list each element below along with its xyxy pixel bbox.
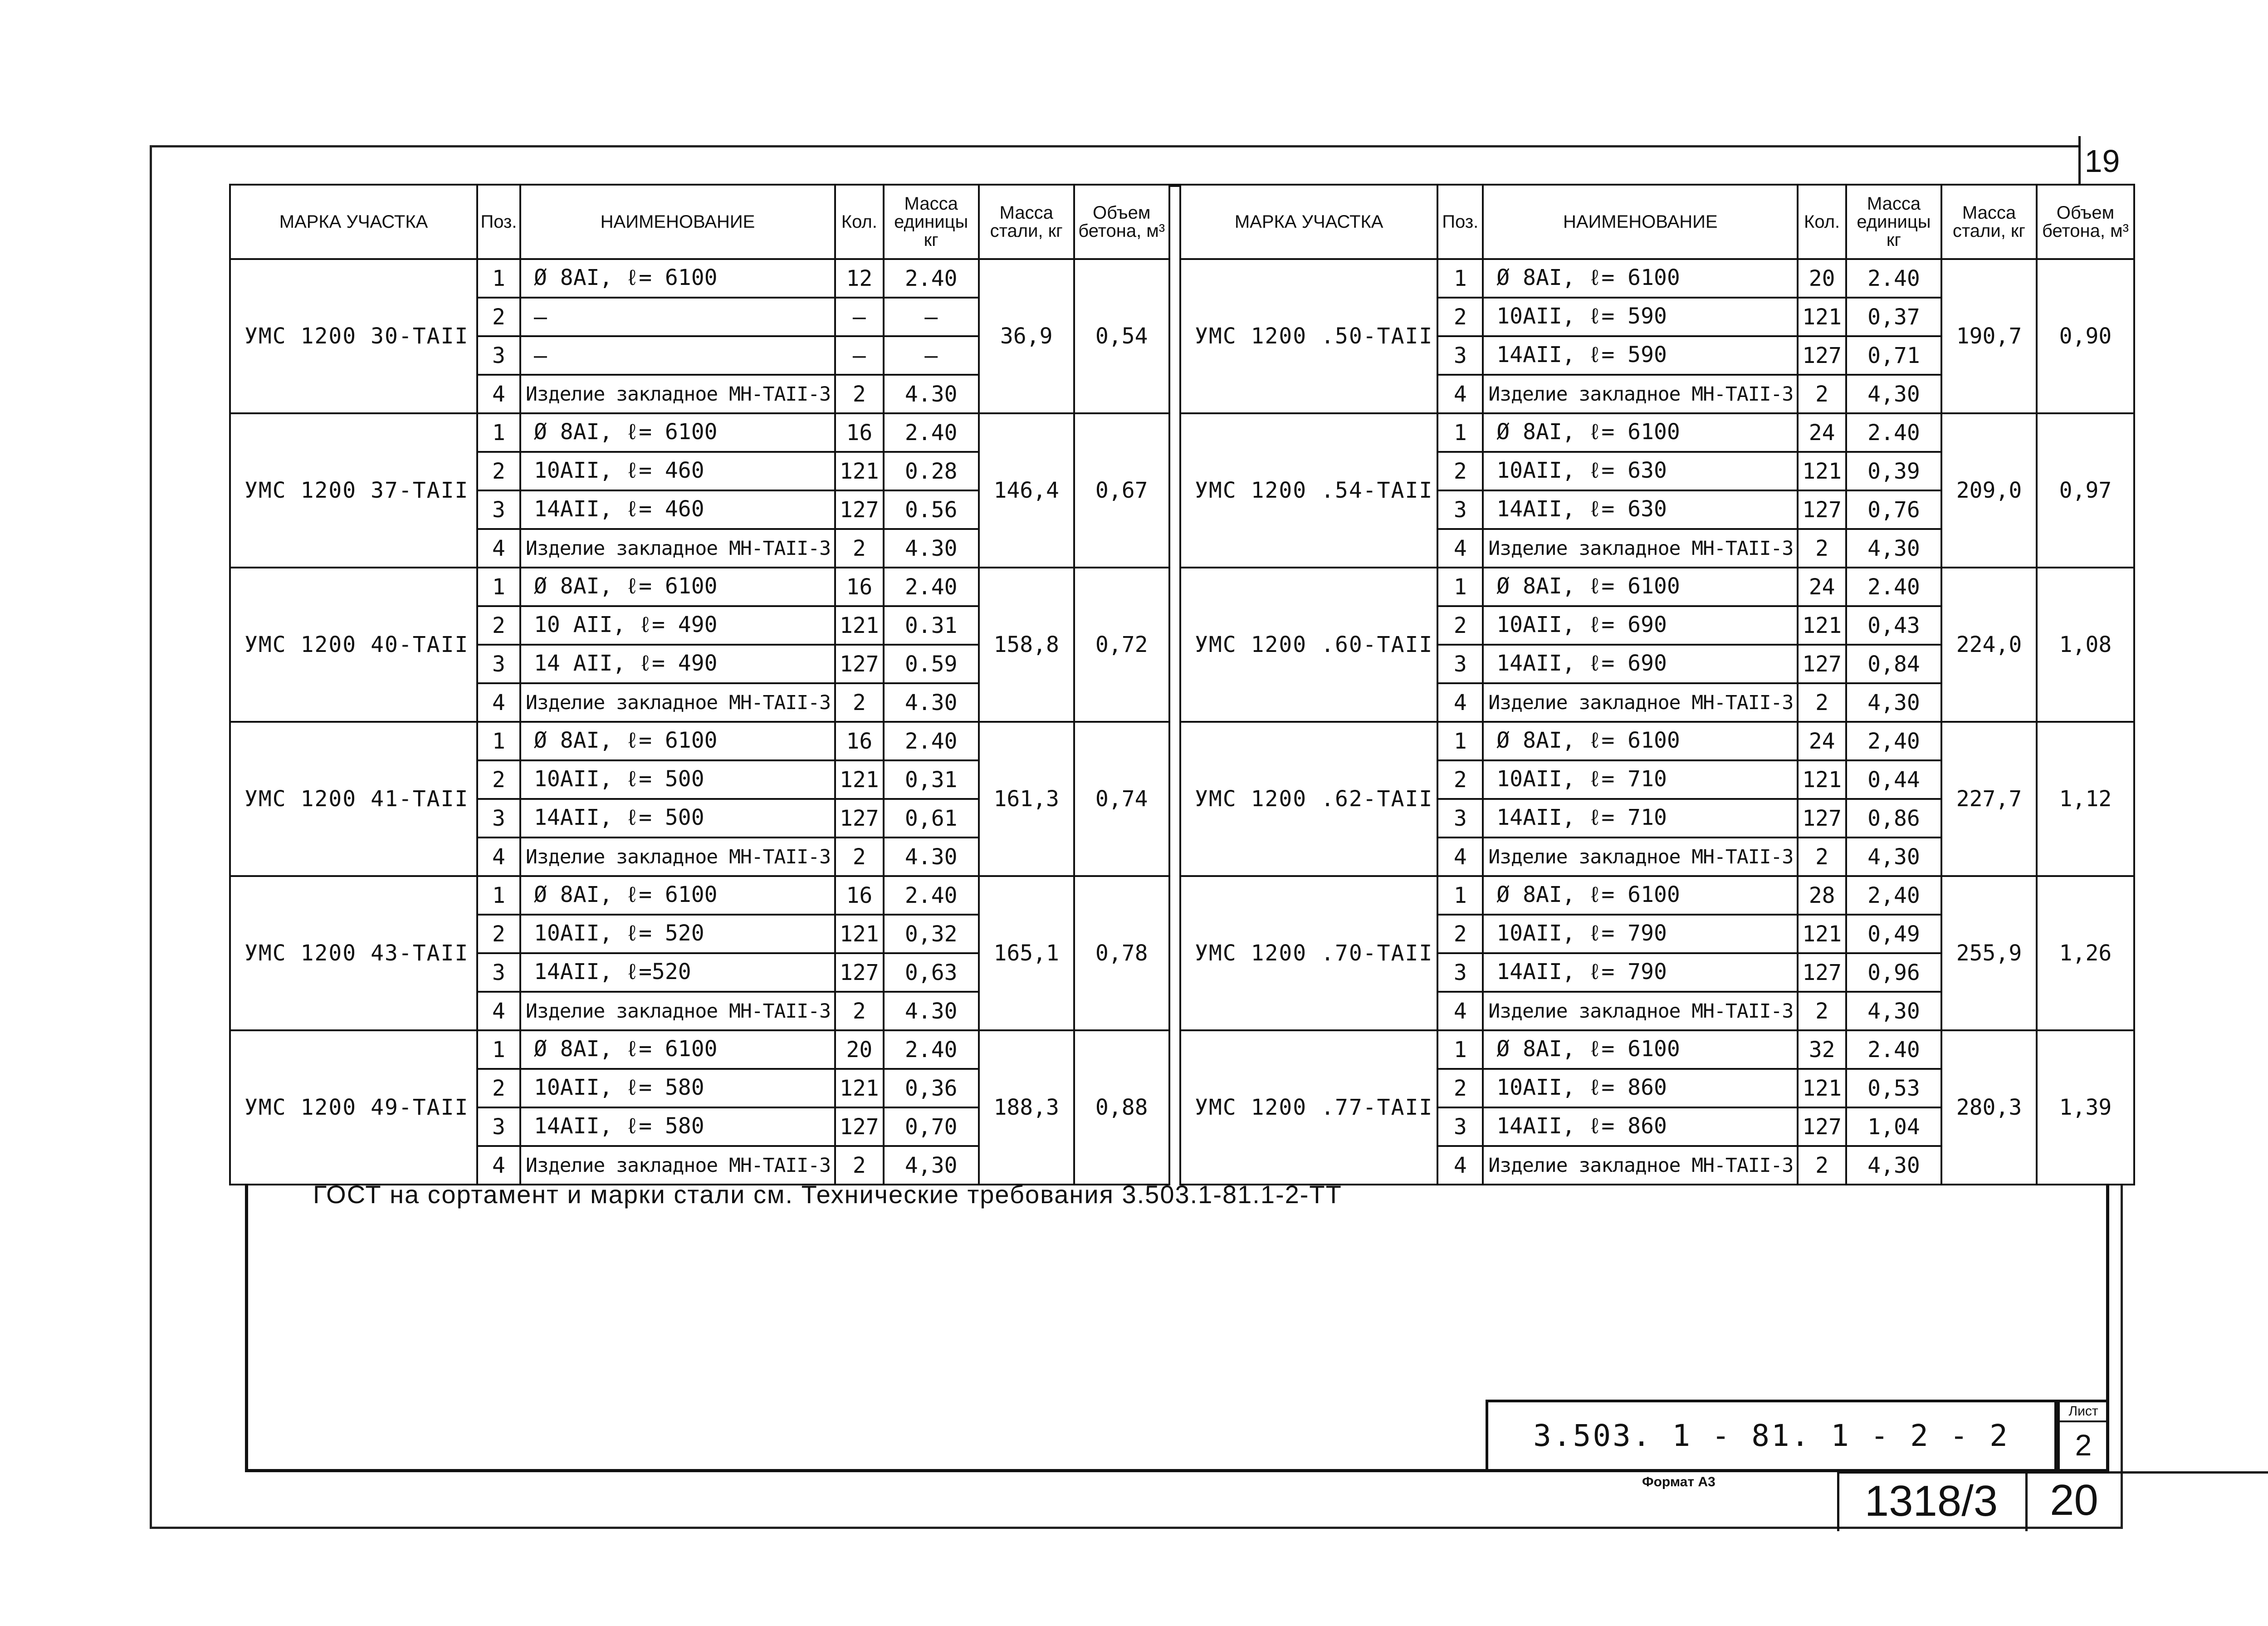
item-name-cell: Изделие закладное МН-ТАII-3 (1483, 837, 1798, 876)
item-name-cell: 14AII, ℓ= 460 (520, 490, 835, 529)
section-mark: УМС 1200 .60-ТАII (1180, 568, 1437, 722)
item-name-cell: 10AII, ℓ= 790 (1483, 915, 1798, 953)
quantity-cell: 127 (835, 799, 884, 837)
table-row (1180, 722, 2134, 760)
item-name-cell: 10AII, ℓ= 630 (1483, 452, 1798, 490)
item-name-cell: Изделие закладное МН-ТАII-3 (520, 992, 835, 1030)
quantity-cell: 16 (835, 876, 884, 915)
position-cell: 4 (477, 683, 520, 722)
item-name-cell: Ø 8AI, ℓ= 6100 (520, 568, 835, 606)
concrete-volume-cell: 0,74 (1074, 722, 1169, 876)
concrete-volume-cell: 0,72 (1074, 568, 1169, 722)
quantity-cell: 2 (1798, 375, 1846, 413)
position-cell: 1 (477, 413, 520, 452)
unit-mass-cell: 0,37 (1846, 298, 1941, 336)
position-cell: 4 (1437, 992, 1483, 1030)
quantity-cell: 2 (1798, 683, 1846, 722)
quantity-cell: 127 (1798, 1107, 1846, 1146)
item-name-cell: Изделие закладное МН-ТАII-3 (1483, 375, 1798, 413)
quantity-cell: 121 (835, 606, 884, 645)
col-header-mark: МАРКА УЧАСТКА (1180, 185, 1437, 259)
quantity-cell: 121 (1798, 298, 1846, 336)
item-name-cell: Изделие закладное МН-ТАII-3 (520, 1146, 835, 1185)
unit-mass-cell: 4.30 (884, 992, 979, 1030)
table-row (230, 259, 1169, 298)
quantity-cell: 24 (1798, 413, 1846, 452)
quantity-cell: 127 (835, 645, 884, 683)
concrete-volume-cell: 0,54 (1074, 259, 1169, 413)
item-name-cell: Изделие закладное МН-ТАII-3 (1483, 1146, 1798, 1185)
unit-mass-cell: 0,71 (1846, 336, 1941, 375)
concrete-volume-cell: 1,39 (2037, 1030, 2134, 1185)
table-row (230, 568, 1169, 606)
section-mark: УМС 1200 41-ТАII (230, 722, 477, 876)
item-name-cell: 10AII, ℓ= 860 (1483, 1069, 1798, 1107)
sheet-value: 2 (2075, 1428, 2092, 1462)
position-cell: 3 (477, 799, 520, 837)
table-row (1180, 568, 2134, 606)
concrete-volume-cell: 1,12 (2037, 722, 2134, 876)
position-cell: 2 (1437, 452, 1483, 490)
col-header-qty: Кол. (1798, 185, 1846, 259)
steel-mass-cell: 158,8 (979, 568, 1074, 722)
unit-mass-cell: 2.40 (884, 259, 979, 298)
section-mark: УМС 1200 .50-ТАII (1180, 259, 1437, 413)
item-name-cell: 14AII, ℓ=520 (520, 953, 835, 992)
section-mark: УМС 1200 .62-ТАII (1180, 722, 1437, 876)
unit-mass-cell: 0,43 (1846, 606, 1941, 645)
unit-mass-cell: 2.40 (884, 722, 979, 760)
unit-mass-cell: 0,44 (1846, 760, 1941, 799)
unit-mass-cell: 2.40 (884, 413, 979, 452)
col-header-concrete-volume: Объем бетона, м³ (1074, 185, 1169, 259)
item-name-cell: Изделие закладное МН-ТАII-3 (1483, 529, 1798, 568)
quantity-cell: 121 (835, 1069, 884, 1107)
unit-mass-cell: 2.40 (1846, 568, 1941, 606)
col-header-unit-mass: Масса единицы кг (884, 185, 979, 259)
position-cell: 2 (1437, 606, 1483, 645)
col-header-pos: Поз. (477, 185, 520, 259)
unit-mass-cell: 0,31 (884, 760, 979, 799)
steel-mass-cell: 280,3 (1941, 1030, 2037, 1185)
quantity-cell: 127 (835, 1107, 884, 1146)
item-name-cell: 14AII, ℓ= 690 (1483, 645, 1798, 683)
position-cell: 2 (1437, 760, 1483, 799)
quantity-cell: 2 (1798, 1146, 1846, 1185)
unit-mass-cell: 2.40 (1846, 1030, 1941, 1069)
item-name-cell: Изделие закладное МН-ТАII-3 (1483, 683, 1798, 722)
unit-mass-cell: 4,30 (1846, 529, 1941, 568)
header-row (1180, 185, 2134, 259)
item-name-cell: 14AII, ℓ= 580 (520, 1107, 835, 1146)
unit-mass-cell: 0.31 (884, 606, 979, 645)
item-name-cell: Изделие закладное МН-ТАII-3 (520, 683, 835, 722)
position-cell: 1 (1437, 413, 1483, 452)
unit-mass-cell: 4,30 (1846, 1146, 1941, 1185)
unit-mass-cell: 0,84 (1846, 645, 1941, 683)
item-name-cell: Ø 8AI, ℓ= 6100 (1483, 259, 1798, 298)
position-cell: 2 (477, 452, 520, 490)
position-cell: 1 (477, 722, 520, 760)
unit-mass-cell: 0,63 (884, 953, 979, 992)
header-row (230, 185, 1169, 259)
item-name-cell: 14 AII, ℓ= 490 (520, 645, 835, 683)
position-cell: 1 (1437, 259, 1483, 298)
unit-mass-cell: 0,70 (884, 1107, 979, 1146)
item-name-cell: Изделие закладное МН-ТАII-3 (1483, 992, 1798, 1030)
position-cell: 3 (1437, 799, 1483, 837)
unit-mass-cell: 4,30 (1846, 992, 1941, 1030)
quantity-cell: 16 (835, 722, 884, 760)
quantity-cell: 121 (1798, 1069, 1846, 1107)
position-cell: 3 (1437, 1107, 1483, 1146)
position-cell: 3 (1437, 645, 1483, 683)
unit-mass-cell: 2,40 (1846, 876, 1941, 915)
unit-mass-cell: 4.30 (884, 837, 979, 876)
item-name-cell: Изделие закладное МН-ТАII-3 (520, 375, 835, 413)
unit-mass-cell: 4,30 (1846, 683, 1941, 722)
item-name-cell: Изделие закладное МН-ТАII-3 (520, 529, 835, 568)
unit-mass-cell: 0.56 (884, 490, 979, 529)
steel-mass-cell: 190,7 (1941, 259, 2037, 413)
col-header-steel-mass: Масса стали, кг (1941, 185, 2037, 259)
position-cell: 4 (1437, 529, 1483, 568)
item-name-cell: Ø 8AI, ℓ= 6100 (520, 722, 835, 760)
position-cell: 3 (477, 953, 520, 992)
position-cell: 1 (477, 259, 520, 298)
spec-table-left-body (230, 259, 1169, 1185)
unit-mass-cell: 0,39 (1846, 452, 1941, 490)
quantity-cell: 127 (835, 953, 884, 992)
item-name-cell: Изделие закладное МН-ТАII-3 (520, 837, 835, 876)
table-row (1180, 259, 2134, 298)
unit-mass-cell: 0,49 (1846, 915, 1941, 953)
section-mark: УМС 1200 30-ТАII (230, 259, 477, 413)
item-name-cell: 10AII, ℓ= 520 (520, 915, 835, 953)
quantity-cell: 32 (1798, 1030, 1846, 1069)
unit-mass-cell: 4.30 (884, 375, 979, 413)
position-cell: 4 (477, 529, 520, 568)
item-name-cell: Ø 8AI, ℓ= 6100 (1483, 876, 1798, 915)
quantity-cell: 2 (835, 992, 884, 1030)
steel-mass-cell: 188,3 (979, 1030, 1074, 1185)
quantity-cell: 20 (835, 1030, 884, 1069)
item-name-cell: 14AII, ℓ= 500 (520, 799, 835, 837)
quantity-cell: 121 (835, 915, 884, 953)
position-cell: 1 (1437, 876, 1483, 915)
sheet-label: Лист (2060, 1402, 2107, 1422)
steel-mass-cell: 165,1 (979, 876, 1074, 1030)
steel-mass-cell: 146,4 (979, 413, 1074, 568)
position-cell: 1 (1437, 568, 1483, 606)
unit-mass-cell: 2.40 (1846, 413, 1941, 452)
quantity-cell: 121 (835, 452, 884, 490)
position-cell: 2 (477, 606, 520, 645)
item-name-cell: Ø 8AI, ℓ= 6100 (1483, 1030, 1798, 1069)
unit-mass-cell: 0,76 (1846, 490, 1941, 529)
sheet-top-number: 19 (2078, 136, 2124, 188)
unit-mass-cell: 4,30 (1846, 375, 1941, 413)
quantity-cell: — (835, 336, 884, 375)
table-row (230, 413, 1169, 452)
unit-mass-cell: 0,86 (1846, 799, 1941, 837)
col-header-pos: Поз. (1437, 185, 1483, 259)
section-mark: УМС 1200 40-ТАII (230, 568, 477, 722)
position-cell: 3 (477, 336, 520, 375)
position-cell: 2 (1437, 915, 1483, 953)
position-cell: 4 (1437, 683, 1483, 722)
unit-mass-cell: 4.30 (884, 683, 979, 722)
item-name-cell: Ø 8AI, ℓ= 6100 (520, 259, 835, 298)
concrete-volume-cell: 0,78 (1074, 876, 1169, 1030)
position-cell: 4 (477, 375, 520, 413)
inventory-number: 1318/3 (1837, 1471, 2028, 1531)
unit-mass-cell: 0,61 (884, 799, 979, 837)
steel-mass-cell: 227,7 (1941, 722, 2037, 876)
sheet-number-box (2057, 1400, 2107, 1469)
quantity-cell: 127 (1798, 645, 1846, 683)
quantity-cell: 16 (835, 568, 884, 606)
position-cell: 2 (1437, 298, 1483, 336)
spec-table-right (1179, 184, 2135, 1185)
quantity-cell: 2 (835, 837, 884, 876)
steel-mass-cell: 224,0 (1941, 568, 2037, 722)
section-mark: УМС 1200 .54-ТАII (1180, 413, 1437, 568)
concrete-volume-cell: 1,26 (2037, 876, 2134, 1030)
quantity-cell: 127 (1798, 490, 1846, 529)
position-cell: 2 (477, 1069, 520, 1107)
quantity-cell: 127 (1798, 953, 1846, 992)
section-mark: УМС 1200 .77-ТАII (1180, 1030, 1437, 1185)
position-cell: 1 (477, 876, 520, 915)
item-name-cell: 10AII, ℓ= 710 (1483, 760, 1798, 799)
steel-mass-cell: 209,0 (1941, 413, 2037, 568)
section-mark: УМС 1200 49-ТАII (230, 1030, 477, 1185)
item-name-cell: Ø 8AI, ℓ= 6100 (1483, 722, 1798, 760)
col-header-mark: МАРКА УЧАСТКА (230, 185, 477, 259)
position-cell: 2 (477, 915, 520, 953)
quantity-cell: 24 (1798, 722, 1846, 760)
unit-mass-cell: 2.40 (884, 1030, 979, 1069)
position-cell: 2 (1437, 1069, 1483, 1107)
item-name-cell: Ø 8AI, ℓ= 6100 (520, 1030, 835, 1069)
position-cell: 3 (477, 1107, 520, 1146)
quantity-cell: — (835, 298, 884, 336)
col-header-concrete-volume: Объем бетона, м³ (2037, 185, 2134, 259)
item-name-cell: Ø 8AI, ℓ= 6100 (520, 413, 835, 452)
item-name-cell: 14AII, ℓ= 710 (1483, 799, 1798, 837)
page-number: 20 (2050, 1475, 2098, 1524)
item-name-cell: 14AII, ℓ= 630 (1483, 490, 1798, 529)
quantity-cell: 121 (1798, 452, 1846, 490)
unit-mass-cell: 2.40 (884, 876, 979, 915)
item-name-cell: 14AII, ℓ= 790 (1483, 953, 1798, 992)
item-name-cell: 14AII, ℓ= 860 (1483, 1107, 1798, 1146)
unit-mass-cell: 4.30 (884, 529, 979, 568)
position-cell: 2 (477, 298, 520, 336)
position-cell: 4 (1437, 1146, 1483, 1185)
quantity-cell: 2 (1798, 529, 1846, 568)
position-cell: 3 (1437, 336, 1483, 375)
position-cell: 3 (1437, 490, 1483, 529)
position-cell: 3 (477, 645, 520, 683)
item-name-cell: 10AII, ℓ= 460 (520, 452, 835, 490)
spec-table-right-body (1180, 259, 2134, 1185)
quantity-cell: 121 (835, 760, 884, 799)
col-header-qty: Кол. (835, 185, 884, 259)
position-cell: 2 (477, 760, 520, 799)
position-cell: 1 (1437, 722, 1483, 760)
quantity-cell: 2 (1798, 837, 1846, 876)
item-name-cell: 10AII, ℓ= 500 (520, 760, 835, 799)
quantity-cell: 2 (835, 1146, 884, 1185)
table-row (1180, 876, 2134, 915)
unit-mass-cell: 2.40 (884, 568, 979, 606)
item-name-cell: — (520, 336, 835, 375)
position-cell: 4 (477, 1146, 520, 1185)
position-cell: 4 (1437, 837, 1483, 876)
format-label: Формат А3 (1642, 1474, 1716, 1489)
unit-mass-cell: 0.59 (884, 645, 979, 683)
quantity-cell: 2 (835, 375, 884, 413)
item-name-cell: Ø 8AI, ℓ= 6100 (1483, 568, 1798, 606)
steel-mass-cell: 36,9 (979, 259, 1074, 413)
gost-note: ГОСТ на сортамент и марки стали см. Технические требования 3.503.1-81.1-2-ТТ (313, 1180, 1342, 1209)
position-cell: 3 (477, 490, 520, 529)
item-name-cell: 10AII, ℓ= 590 (1483, 298, 1798, 336)
position-cell: 4 (1437, 375, 1483, 413)
quantity-cell: 12 (835, 259, 884, 298)
unit-mass-cell: 0,53 (1846, 1069, 1941, 1107)
unit-mass-cell: — (884, 336, 979, 375)
item-name-cell: — (520, 298, 835, 336)
col-header-name: НАИМЕНОВАНИЕ (520, 185, 835, 259)
concrete-volume-cell: 0,67 (1074, 413, 1169, 568)
item-name-cell: 10AII, ℓ= 580 (520, 1069, 835, 1107)
section-mark: УМС 1200 43-ТАII (230, 876, 477, 1030)
document-code: 3.503. 1 - 81. 1 - 2 - 2 (1486, 1400, 2057, 1469)
quantity-cell: 24 (1798, 568, 1846, 606)
steel-mass-cell: 161,3 (979, 722, 1074, 876)
unit-mass-cell: — (884, 298, 979, 336)
unit-mass-cell: 0,36 (884, 1069, 979, 1107)
table-row (230, 722, 1169, 760)
unit-mass-cell: 0,32 (884, 915, 979, 953)
quantity-cell: 28 (1798, 876, 1846, 915)
table-row (1180, 1030, 2134, 1069)
item-name-cell: Ø 8AI, ℓ= 6100 (1483, 413, 1798, 452)
quantity-cell: 16 (835, 413, 884, 452)
concrete-volume-cell: 0,97 (2037, 413, 2134, 568)
col-header-steel-mass: Масса стали, кг (979, 185, 1074, 259)
position-cell: 1 (1437, 1030, 1483, 1069)
quantity-cell: 127 (835, 490, 884, 529)
quantity-cell: 2 (835, 529, 884, 568)
quantity-cell: 2 (835, 683, 884, 722)
item-name-cell: 14AII, ℓ= 590 (1483, 336, 1798, 375)
steel-mass-cell: 255,9 (1941, 876, 2037, 1030)
concrete-volume-cell: 0,88 (1074, 1030, 1169, 1185)
quantity-cell: 20 (1798, 259, 1846, 298)
quantity-cell: 121 (1798, 915, 1846, 953)
unit-mass-cell: 0.28 (884, 452, 979, 490)
quantity-cell: 127 (1798, 336, 1846, 375)
spec-table-left (229, 184, 1170, 1185)
position-cell: 4 (477, 837, 520, 876)
unit-mass-cell: 2.40 (1846, 259, 1941, 298)
table-row (230, 1030, 1169, 1069)
quantity-cell: 2 (1798, 992, 1846, 1030)
col-header-unit-mass: Масса единицы кг (1846, 185, 1941, 259)
table-row (230, 876, 1169, 915)
unit-mass-cell: 1,04 (1846, 1107, 1941, 1146)
col-header-name: НАИМЕНОВАНИЕ (1483, 185, 1798, 259)
section-mark: УМС 1200 37-ТАII (230, 413, 477, 568)
item-name-cell: Ø 8AI, ℓ= 6100 (520, 876, 835, 915)
position-cell: 1 (477, 568, 520, 606)
unit-mass-cell: 0,96 (1846, 953, 1941, 992)
quantity-cell: 121 (1798, 760, 1846, 799)
quantity-cell: 121 (1798, 606, 1846, 645)
concrete-volume-cell: 0,90 (2037, 259, 2134, 413)
unit-mass-cell: 4,30 (884, 1146, 979, 1185)
section-mark: УМС 1200 .70-ТАII (1180, 876, 1437, 1030)
position-cell: 3 (1437, 953, 1483, 992)
table-row (1180, 413, 2134, 452)
item-name-cell: 10 AII, ℓ= 490 (520, 606, 835, 645)
quantity-cell: 127 (1798, 799, 1846, 837)
position-cell: 1 (477, 1030, 520, 1069)
position-cell: 4 (477, 992, 520, 1030)
concrete-volume-cell: 1,08 (2037, 568, 2134, 722)
item-name-cell: 10AII, ℓ= 690 (1483, 606, 1798, 645)
unit-mass-cell: 4,30 (1846, 837, 1941, 876)
unit-mass-cell: 2,40 (1846, 722, 1941, 760)
